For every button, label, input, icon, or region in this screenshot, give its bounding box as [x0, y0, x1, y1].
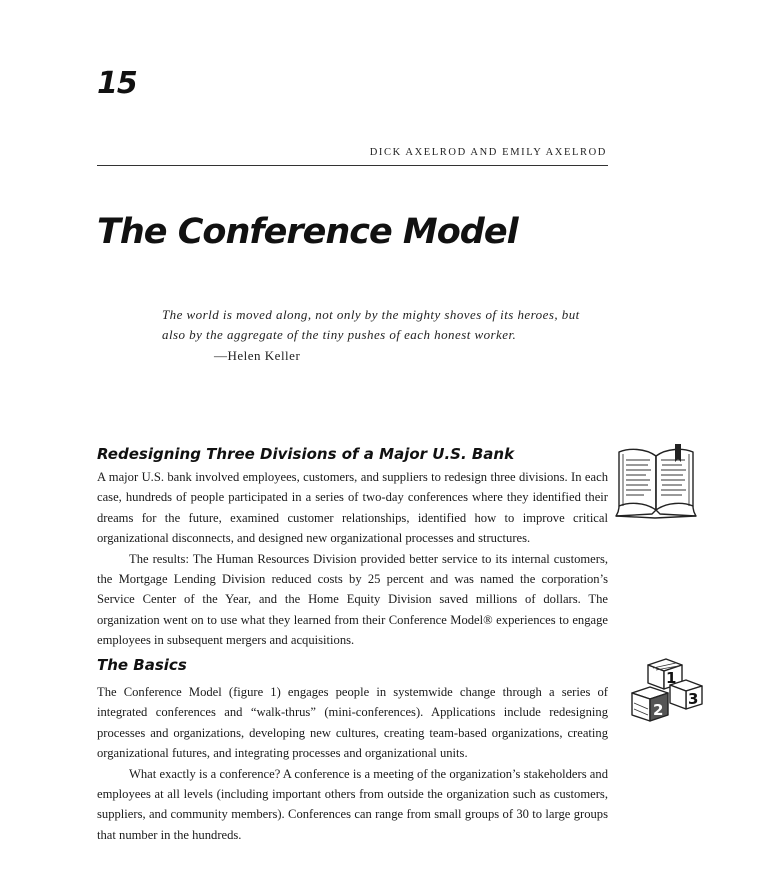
chapter-title: The Conference Model	[97, 212, 518, 252]
epigraph-line-2: also by the aggregate of the tiny pushes of each honest worker.	[162, 327, 517, 342]
block-label: 2	[653, 701, 664, 719]
header-rule	[97, 165, 608, 166]
paragraph: What exactly is a conference? A conference is a meeting of the organization’s stakeholders and employees at all levels (including important others from outside the organization such as customers, suppliers, and community members). Conferences can range from small groups of 30 to large groups that number in the hundreds.	[97, 766, 608, 842]
epigraph-attribution: —Helen Keller	[214, 348, 301, 363]
block-label: 3	[688, 690, 699, 708]
paragraph: The Conference Model (figure 1) engages people in systemwide change through a series of integrated conferences and “walk-thrus” (mini-conferences). Applications include redesigning processes and organizations, developing new cultures, creating team-based organizations, creating organizational futures, and integrating processes and organizational units.	[97, 685, 608, 761]
epigraph	[162, 305, 602, 345]
chapter-authors: DICK AXELROD AND EMILY AXELROD	[369, 147, 607, 158]
block-label: 1	[666, 669, 677, 687]
chapter-number: 15	[97, 66, 137, 101]
section-body-bank	[97, 467, 608, 651]
epigraph-line-1: The world is moved along, not only by the mighty shoves of its heroes, but	[162, 307, 580, 322]
section-heading-bank: Redesigning Three Divisions of a Major U.S. Bank	[97, 445, 515, 463]
section-heading-basics: The Basics	[97, 656, 187, 674]
paragraph: The results: The Human Resources Division provided better service to its internal customers, the Mortgage Lending Division reduced costs by 25 percent and was named the corporation’s Service Center of the Year, and the Home Equity Division saved millions of dollars. The organization went on to use what they learned from their Conference Model® experiences to engage employees in subsequent mergers and acquisitions.	[97, 551, 608, 648]
section-body-basics	[97, 682, 608, 845]
number-blocks-icon	[628, 655, 704, 733]
open-book-icon	[615, 440, 697, 520]
paragraph: A major U.S. bank involved employees, customers, and suppliers to redesign three divisions. In each case, hundreds of people participated in a series of two-day conferences where they identified their dreams for the future, examined customer relationships, identified how to improve critical organizational disconnects, and designed new organizational processes and structures.	[97, 470, 608, 546]
